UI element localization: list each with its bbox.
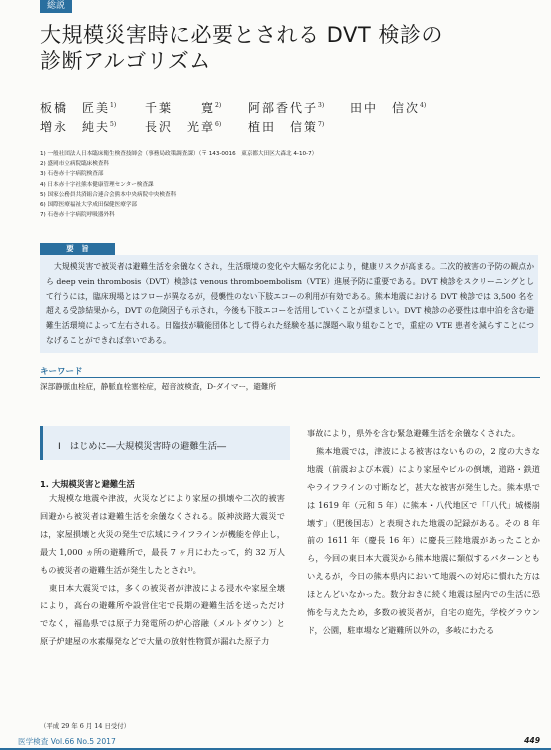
paragraph: 熊本地震では，津波による被害はないものの，2 度の大きな地震（前震および本震）により家屋やビルの倒壊，道路・鉄道やライフラインの寸断など，甚大な被害が発生した。熊本県では 1619 年（元和 5 年）に熊本・八代地区で「「八代」城楼崩壊す」（肥後国志）と表現された地震の記録がある。その 8 年前の 1611 年（慶長 16 年）に慶長三陸地震があったことから，今回の東日本大震災から熊本地震に類似するパターンともいえるが，今日の熊本県内において地震への対応に慣れた方はほとんどいなかった。数分おきに続く地震は屋内での生活に恐怖を与えたため，多数の被災者が，自宅の庭先，学校グラウンド，公園，駐車場など避難所以外の，多岐にわたる — [307, 445, 540, 635]
keywords-heading: キーワード — [40, 367, 83, 377]
title-line-2: 診断アルゴリズム — [40, 49, 211, 73]
affiliations — [40, 149, 440, 220]
section-title: I はじめに―大規模災害時の避難生活― — [58, 441, 227, 452]
received-date: （平成 29 年 6 月 14 日受付） — [40, 722, 131, 730]
paragraph: 東日本大震災では，多くの被災者が津波による浸水や家屋全壊により，高台の避難所や設営住宅で長期の避難生活を送っただけでなく，福島県では原子力発電所の炉心溶融（メルトダウン）と原子炉建屋の水素爆発などで大量の放射性物質が漏れた原子力 — [40, 582, 285, 647]
summary-text: 大規模災害で被災者は避難生活を余儀なくされ，生活環境の変化や大幅な劣化により，健康リスクが高まる。二次的被害の予防の観点から deep vein thrombosis（DVT）検診は venous thromboembolism（VTE）進展予防に重要である。DVT 検診をスクリーニングとして行うには，臨床現場とはフローが異なるが，侵襲性のない下肢エコーの利用が有効である。熊本地震における DVT 検診では 3,500 名を超える受診結果から，DVT の危険因子も示され，今後も下肢エコーを活用していくことが望ましい。DVT 検診の必要性は車中泊を含む避難生活環境によって左右される。日臨技が職能団体として得られた経験を基に課題へ取り組むことで，重症の VTE 患者を減らすことにつなげることができれば幸いである。 — [46, 262, 534, 345]
keywords-text: 深部静脈血栓症，静脈血栓塞栓症，超音波検査，D-ダイマー，避難所 — [40, 382, 277, 391]
paragraph: 大規模な地震や津波，火災などにより家屋の損壊や二次的被害回避から被災者は避難生活を余儀なくされる。阪神淡路大震災では，家屋損壊と火災の発生で広域にライフラインが機能を停止し，最大 1,000 ヵ所の避難所で，最長 7 ヶ月にわたって，約 32 万人もの被災者の避難生活が発生したとされ¹⁾。 — [40, 493, 285, 575]
title-line-1: 大規模災害時に必要とされる DVT 検診の — [40, 23, 443, 47]
body-column-right — [307, 425, 540, 640]
author-1: 板橋 匠美$^{1)}$ — [40, 101, 117, 115]
article-type-tag: 総説 — [40, 0, 72, 13]
affiliation-line: 6) 国際医療福祉大学成田保健医療学部 — [40, 202, 138, 209]
affiliation-line: 2) 盛岡市立病院臨床検査科 — [40, 161, 110, 168]
affiliation-line: 7) 石巻赤十字病院呼吸器外科 — [40, 212, 115, 219]
author-7: 植田 信策$^{7)}$ — [248, 120, 325, 134]
paragraph: 事故により，県外を含む緊急避難生活を余儀なくされた。 — [307, 428, 520, 438]
author-4: 田中 信次$^{4)}$ — [350, 101, 427, 115]
journal-info: 医学検査 Vol.66 No.5 2017 — [18, 737, 116, 746]
summary-label: 要 旨 — [40, 243, 115, 255]
keywords-divider — [40, 377, 540, 378]
affiliation-line: 5) 国家公務員共済組合連合会熊本中央病院中央検査科 — [40, 191, 177, 198]
subsection-title: 1. 大規模災害と避難生活 — [40, 479, 135, 489]
page-number: 449 — [524, 736, 540, 745]
article-title — [40, 22, 520, 74]
affiliation-line: 3) 石巻赤十字病院検査部 — [40, 171, 104, 178]
affiliation-line: 1) 一般社団法人日本臨床衛生検査技師会（事務局政策調査課）（〒 143-0016 東京都大田区大森北 4-10-7） — [40, 151, 318, 157]
affiliation-line: 4) 日本赤十字社熊本健康管理センター検査課 — [40, 181, 154, 188]
author-2: 千葉 寛$^{2)}$ — [145, 101, 222, 115]
author-5: 増永 純夫$^{5)}$ — [40, 120, 117, 134]
author-6: 長沢 光章$^{6)}$ — [145, 120, 222, 134]
body-column-left — [40, 490, 285, 651]
author-3: 阿部香代子$^{3)}$ — [248, 101, 325, 115]
